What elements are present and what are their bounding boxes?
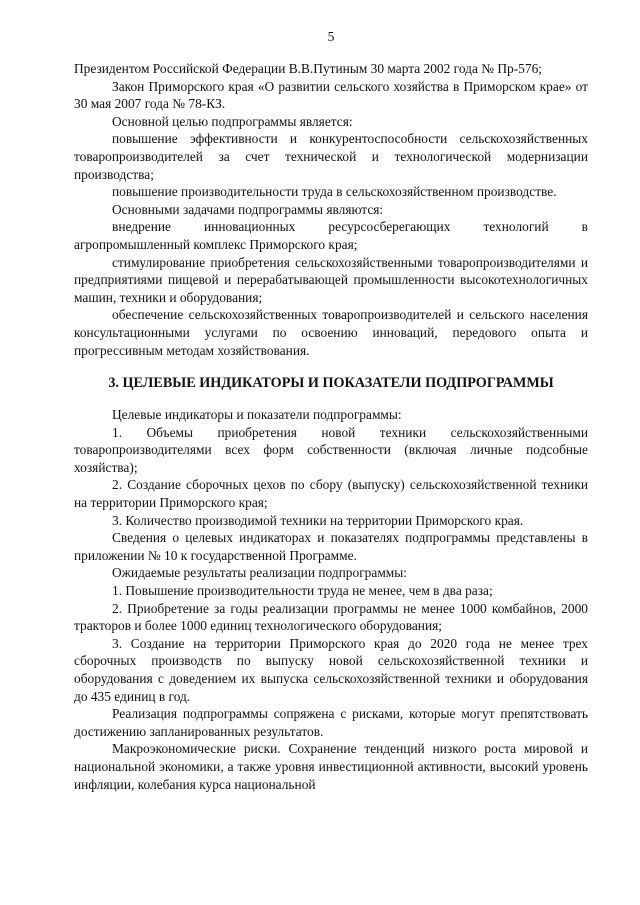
paragraph-tasks-heading: Основными задачами подпрограммы являются: <box>112 201 384 217</box>
document-page <box>74 28 588 793</box>
paragraph-indicators-reference: Сведения о целевых индикаторах и показателях подпрограммы представлены в приложении № 10 к государственной Программе. <box>74 530 588 563</box>
paragraph-president-reference: Президентом Российской Федерации В.В.Путиным 30 марта 2002 года № Пр-576; <box>74 61 542 76</box>
paragraph-macroeconomic-risks: Макроэкономические риски. Сохранение тенденций низкого роста мировой и национальной экономики, а также уровня инвестиционной активности, высокий уровень инфляции, колебания курса национальной <box>74 741 588 792</box>
paragraph-indicators-heading: Целевые индикаторы и показатели подпрограммы: <box>112 407 402 423</box>
section-title: 3. ЦЕЛЕВЫЕ ИНДИКАТОРЫ И ПОКАЗАТЕЛИ ПОДПРОГРАММЫ <box>108 375 554 392</box>
paragraph-main-goal-heading: Основной целью подпрограммы является: <box>112 113 353 129</box>
paragraph-results-heading: Ожидаемые результаты реализации подпрограммы: <box>112 565 407 581</box>
paragraph-indicator-2: 2. Создание сборочных цехов по сбору (выпуску) сельскохозяйственной техники на территории Приморского края; <box>74 477 588 511</box>
paragraph-risks-intro: Реализация подпрограммы сопряжена с рисками, которые могут препятствовать достижению запланированных результатов. <box>74 706 588 739</box>
paragraph-task-equipment: стимулирование приобретения сельскохозяйственными товаропроизводителями и предприятиями пищевой и перерабатывающей промышленности высокотехнологичных машин, техники и оборудования; <box>74 254 588 305</box>
paragraph-result-3: 3. Создание на территории Приморского края до 2020 года не менее трех сборочных производств по выпуску новой сельскохозяйственной техники и оборудования с доведением их выпуска сельскохозяйственной техники и оборудования до 435 единиц в год. <box>74 635 588 704</box>
paragraph-regional-law: Закон Приморского края «О развитии сельского хозяйства в Приморском крае» от 30 мая 2007 года № 78-КЗ. <box>74 78 588 112</box>
paragraph-goal-efficiency: повышение эффективности и конкурентоспособности сельскохозяйственных товаропроизводителей за счет технической и технологической модернизации производства; <box>74 131 588 182</box>
paragraph-indicator-1: 1. Объемы приобретения новой техники сельскохозяйственными товаропроизводителями всех форм собственности (включая личные подсобные хозяйства); <box>74 424 588 475</box>
paragraph-task-innovation: внедрение инновационных ресурсосберегающих технологий в агропромышленный комплекс Приморского края; <box>74 219 588 252</box>
paragraph-result-2: 2. Приобретение за годы реализации программы не менее 1000 комбайнов, 2000 тракторов и более 1000 единиц технологического оборудования; <box>74 600 588 634</box>
paragraph-result-1: 1. Повышение производительности труда не менее, чем в два раза; <box>112 583 493 599</box>
page-number: 5 <box>327 29 335 44</box>
paragraph-indicator-3: 3. Количество производимой техники на территории Приморского края. <box>112 512 524 528</box>
paragraph-task-consulting: обеспечение сельскохозяйственных товаропроизводителей и сельского населения консультационными услугами по освоению инноваций, передового опыта и прогрессивным методам хозяйствования. <box>74 307 588 358</box>
paragraph-goal-productivity: повышение производительности труда в сельскохозяйственном производстве. <box>112 184 557 200</box>
